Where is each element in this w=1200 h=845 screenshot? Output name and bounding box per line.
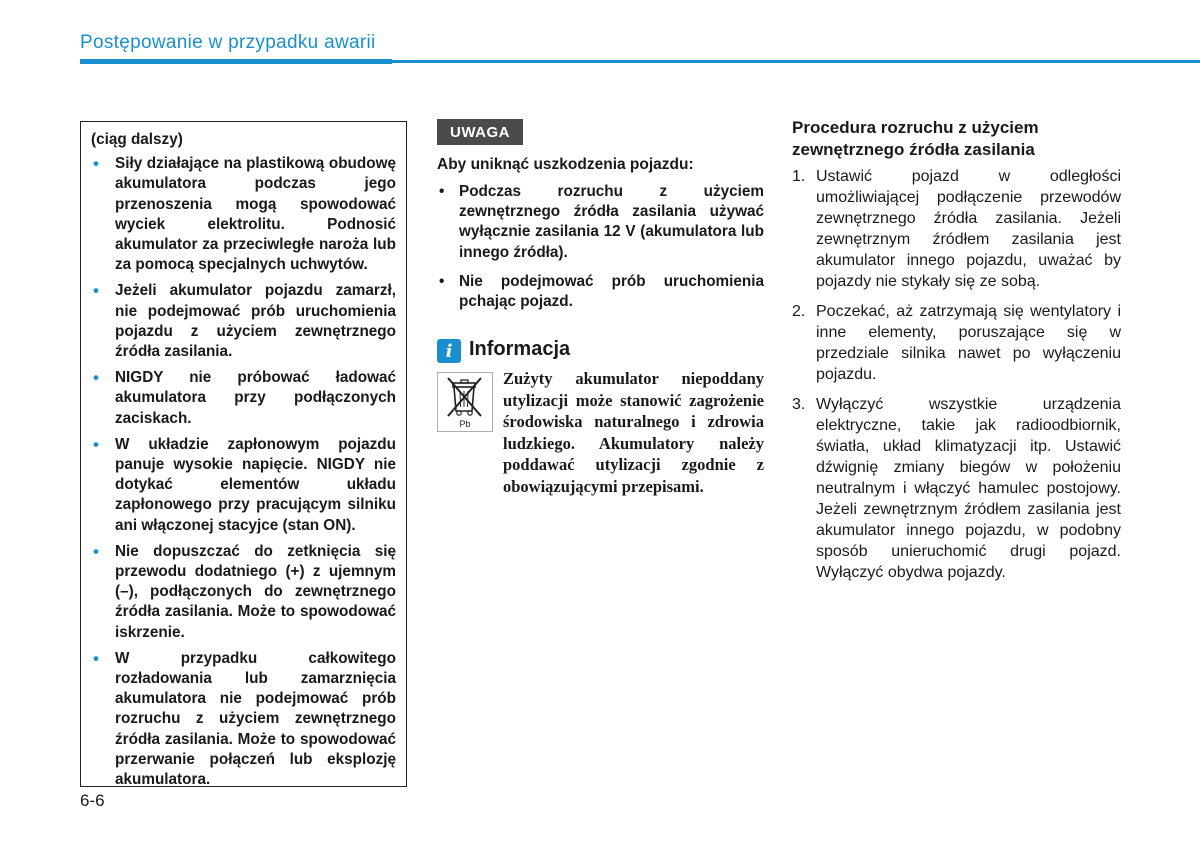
caution-list xyxy=(91,154,396,790)
pb-label: Pb xyxy=(459,419,471,429)
bullet-icon: • xyxy=(439,183,445,200)
bullet-icon: • xyxy=(93,281,99,301)
bullet-icon: • xyxy=(93,154,99,174)
list-item: • W przypadku całkowitego rozładowania lub zamarznięcia akumulatora nie podejmować prób rozruchu z użyciem zewnętrznego źródła zasilania. Może to spowodować przerwanie połączeń lub eksplozję akumulatora. xyxy=(93,648,396,789)
list-item: • W układzie zapłonowym pojazdu panuje wysokie napięcie. NIGDY nie dotykać elementów układu zapłonowego przy pracującym silniku ani włączonej stacyjce (stan ON). xyxy=(93,434,396,534)
procedure-title: Procedura rozruchu z użyciem zewnętrznego źródła zasilania xyxy=(792,118,1039,159)
section-header: Postępowanie w przypadku awarii xyxy=(80,32,376,53)
list-item: • Jeżeli akumulator pojazdu zamarzł, nie podejmować prób uruchomienia pojazdu z użyciem zewnętrznego źródła zasilania. xyxy=(93,281,396,361)
bullet-icon: • xyxy=(93,434,99,454)
list-item: • Nie podejmować prób uruchomienia pchając pojazd. xyxy=(439,272,764,311)
list-item: • Podczas rozruchu z użyciem zewnętrznego źródła zasilania używać wyłącznie zasilania 12 V (akumulatora lub innego źródła). xyxy=(439,183,764,261)
list-item: • NIGDY nie próbować ładować akumulatora przy podłączonych zaciskach. xyxy=(93,368,396,427)
caution-continued-box xyxy=(80,121,407,787)
info-icon: i xyxy=(437,339,461,363)
bullet-icon: • xyxy=(93,368,99,388)
warning-list xyxy=(437,182,764,321)
bullet-icon: • xyxy=(439,272,445,290)
list-item: 2. Poczekać, aż zatrzymają się wentylatory i inne elementy, poruszające się w przedziale silnika nawet po wyłączeniu pojazdu. xyxy=(792,303,1121,383)
bullet-icon: • xyxy=(93,648,99,668)
warning-badge: UWAGA xyxy=(437,119,523,145)
list-item: • Nie dopuszczać do zetknięcia się przewodu dodatniego (+) z ujemnym (–), podłączonych do zewnętrznego źródła zasilania. Może to spowodować iskrzenie. xyxy=(93,541,396,641)
list-item: • Siły działające na plastikową obudowę akumulatora podczas jego przenoszenia mogą spowodować wyciek elektrolitu. Podnosić akumulator za przeciwległe naroża lub za pomocą specjalnych uchwytów. xyxy=(93,154,396,274)
bullet-icon: • xyxy=(93,541,99,561)
continued-label: (ciąg dalszy) xyxy=(91,131,183,148)
info-text: Zużyty akumulator niepoddany utylizacji może stanowić zagrożenie środowiska naturalnego i zdrowia ludzkiego. Akumulatory należy poddawać utylizacji zgodnie z obowiązującymi przepisami. xyxy=(503,369,764,496)
list-item: 1. Ustawić pojazd w odległości umożliwiającej podłączenie przewodów zewnętrznego źródła zasilania. Jeżeli zewnętrznym źródłem zasilania jest akumulator innego pojazdu, uważać by pojazdy nie stykały się ze sobą. xyxy=(792,168,1121,290)
procedure-steps xyxy=(792,166,1121,592)
page-number: 6-6 xyxy=(80,791,105,810)
warning-lead: Aby uniknąć uszkodzenia pojazdu: xyxy=(437,156,694,173)
crossed-bin-icon xyxy=(437,372,493,432)
info-title: Informacja xyxy=(469,338,571,360)
list-item: 3. Wyłączyć wszystkie urządzenia elektryczne, takie jak radioodbiornik, światła, układ klimatyzacji itp. Ustawić dźwignię zmiany biegów w położeniu neutralnym i włączyć hamulec postojowy. Jeżeli zewnętrznym źródłem zasilania jest akumulator innego pojazdu, w podobny sposób unieruchomić drugi pojazd. Wyłączyć obydwa pojazdy. xyxy=(792,396,1121,581)
header-rule-accent xyxy=(80,59,392,64)
